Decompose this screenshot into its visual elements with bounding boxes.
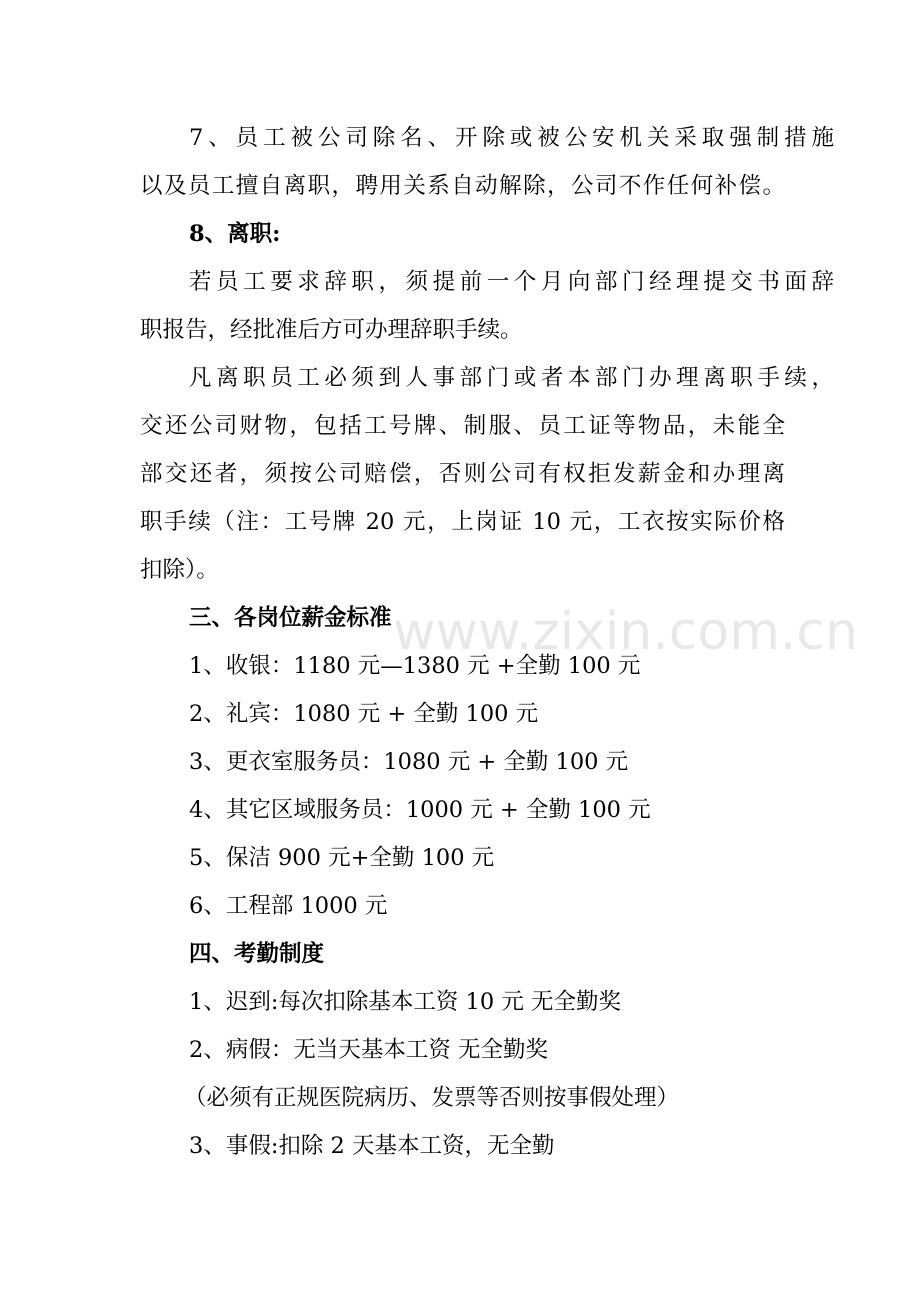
salary-item: 1、收银：1180 元—1380 元 +全勤 100 元 [189, 653, 641, 679]
salary-item: 5、保洁 900 元+全勤 100 元 [189, 845, 495, 871]
paragraph-line: 职手续（注：工号牌 20 元，上岗证 10 元，工衣按实际价格 [140, 509, 785, 535]
salary-item: 6、工程部 1000 元 [189, 893, 388, 919]
paragraph-line: 7、员工被公司除名、开除或被公安机关采取强制措施 [189, 125, 834, 151]
paragraph-line: 扣除）。 [140, 557, 219, 583]
attendance-note: （必须有正规医院病历、发票等否则按事假处理） [184, 1085, 680, 1111]
attendance-item: 2、病假：无当天基本工资 无全勤奖 [189, 1037, 548, 1063]
paragraph-line: 职报告，经批准后方可办理辞职手续。 [140, 317, 523, 343]
salary-item: 3、更衣室服务员：1080 元 + 全勤 100 元 [189, 749, 629, 775]
salary-item: 2、礼宾：1080 元 + 全勤 100 元 [189, 701, 539, 727]
paragraph-line: 交还公司财物，包括工号牌、制服、员工证等物品，未能全 [140, 413, 785, 439]
paragraph-line: 部交还者，须按公司赔偿，否则公司有权拒发薪金和办理离 [140, 461, 785, 487]
watermark: www.zixin.com.cn [393, 602, 858, 662]
paragraph-line: 以及员工擅自离职，聘用关系自动解除，公司不作任何补偿。 [140, 173, 785, 199]
section-heading-salary: 三、各岗位薪金标准 [189, 605, 392, 631]
paragraph-line: 若员工要求辞职，须提前一个月向部门经理提交书面辞 [189, 269, 834, 295]
section-heading-attendance: 四、考勤制度 [189, 941, 325, 967]
attendance-item: 1、迟到:每次扣除基本工资 10 元 无全勤奖 [189, 989, 621, 1015]
section-heading: 8、离职: [189, 221, 281, 247]
paragraph-line: 凡离职员工必须到人事部门或者本部门办理离职手续， [189, 365, 834, 391]
salary-item: 4、其它区域服务员：1000 元 + 全勤 100 元 [189, 797, 651, 823]
attendance-item: 3、事假:扣除 2 天基本工资，无全勤 [189, 1133, 555, 1159]
